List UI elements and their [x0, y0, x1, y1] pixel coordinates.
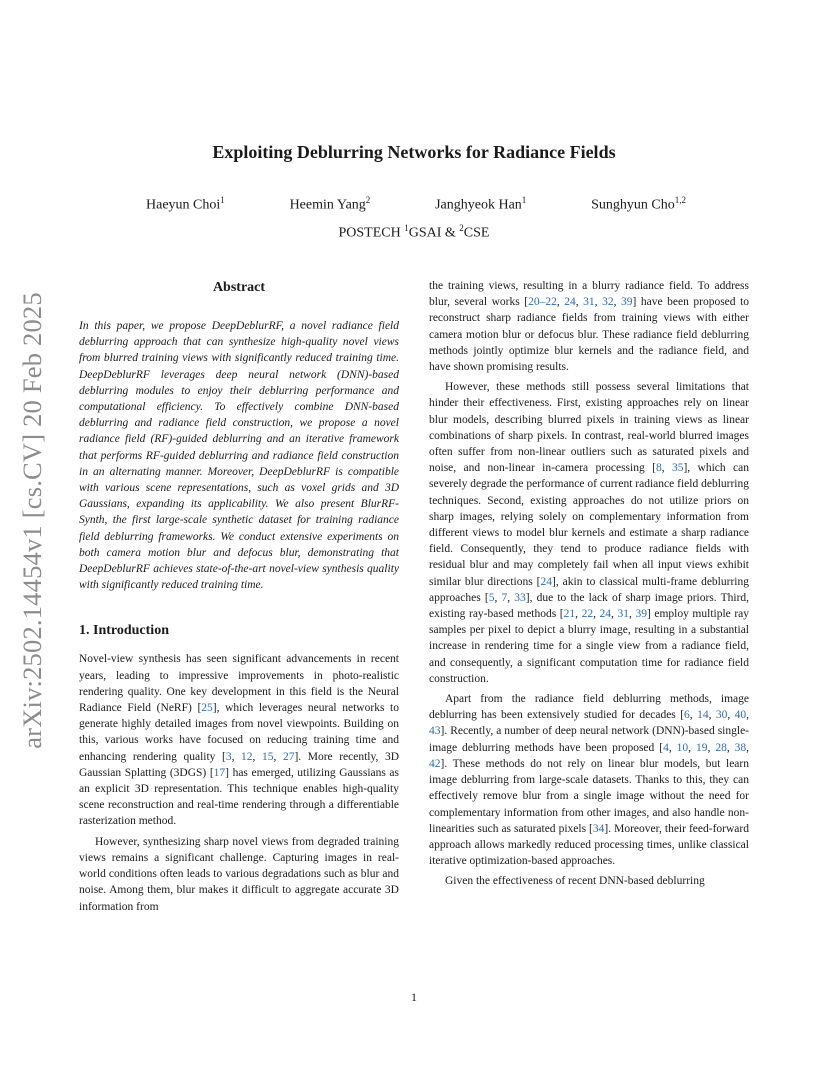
author: Haeyun Choi$^1$ — [146, 195, 225, 213]
citation-link[interactable]: 3 — [225, 750, 232, 763]
citation-link[interactable]: 25 — [201, 702, 213, 715]
citation-link[interactable]: 38 — [734, 741, 747, 754]
body-paragraph: However, these methods still possess several limitations that hinder their effectiveness. First, existing approaches rely on linear blur models, describing blurred pixels in training views as linear combinations of sharp pixels. In contrast, real-world blurred images often suffer from non-linear outliers such as saturated pixels and noise, and non-linear in-camera processing [8, 35], which can severely degrade the performance of current radiance field deblurring techniques. Second, existing approaches do not utilize priors on sharp images, relying solely on complementary information from different views to model blur kernels and estimate a sharp radiance field. Consequently, they tend to produce radiance fields with residual blur and may completely fail when all input views exhibit similar blur directions [24], akin to classical multi-frame deblurring approaches [5, 7, 33], due to the lack of sharp image priors. Third, existing ray-based methods [21, 22, 24, 31, 39] employ multiple ray samples per pixel to depict a blurry image, resulting in a substantial increase in rendering time for a single view from a radiance field, and consequently, a significant computation time for radiance field construction. — [429, 381, 750, 685]
citation-link[interactable]: 6 — [684, 709, 690, 722]
author-list — [146, 195, 686, 214]
citation-link[interactable]: 15 — [261, 750, 274, 763]
citation-link[interactable]: 4 — [663, 741, 669, 754]
citation-link[interactable]: 30 — [715, 709, 728, 722]
abstract-heading: Abstract — [212, 280, 266, 295]
citation-link[interactable]: 28 — [715, 741, 727, 754]
citation-link[interactable]: 22 — [581, 608, 594, 621]
citation-link[interactable]: 17 — [213, 766, 226, 779]
citation-link[interactable]: 43 — [429, 725, 441, 738]
citation-link[interactable]: 7 — [501, 591, 508, 604]
citation-link[interactable]: 10 — [676, 741, 689, 754]
abstract-text: In this paper, we propose DeepDeblurRF, a novel radiance field deblurring approach that can synthesize high-quality novel views from blurred training views with significantly reduced training time. DeepDeblurRF leverages deep neural network (DNN)-based deblurring modules to enjoy their deblurring performance and computational efficiency. To effectively combine DNN-based deblurring and radiance field construction, we propose a novel radiance field (RF)-guided deblurring and an iterative framework that performs RF-guided deblurring and radiance field construction in an alternating manner. Moreover, DeepDeblurRF is compatible with various scene representations, such as voxel grids and 3D Gaussians, expanding its applicability. We also present BlurRF-Synth, the first large-scale synthetic dataset for training radiance field deblurring frameworks. We conduct extensive experiments on both camera motion blur and defocus blur, demonstrating that DeepDeblurRF achieves state-of-the-art novel-view synthesis quality with significantly reduced training time. — [79, 320, 399, 592]
citation-link[interactable]: 42 — [429, 757, 441, 770]
paper-title: Exploiting Deblurring Networks for Radiance Fields — [212, 142, 616, 162]
left-column — [79, 278, 399, 915]
citation-link[interactable]: 20–22 — [528, 296, 557, 309]
body-paragraph: Apart from the radiance field deblurring methods, image deblurring has been extensively studied for decades [6, 14, 30, 40, 43]. Recently, a number of deep neural network (DNN)-based single-image deblurring methods have been proposed [4, 10, 19, 28, 38, 42]. These methods do not rely on linear blur models, but learn image deblurring from large-scale datasets. Thanks to this, they can effectively remove blur from a single image without the need for complementary information from other images, and also handle non-linearities such as saturated pixels [34]. Moreover, their feed-forward approach allows markedly reduced processing times, unlike classical iterative optimization-based approaches. — [429, 693, 750, 868]
citation-link[interactable]: 34 — [592, 822, 605, 835]
arxiv-identifier[interactable]: arXiv:2502.14454v1 [cs.CV] 20 Feb 2025 — [16, 291, 47, 749]
citation-link[interactable]: 24 — [564, 296, 576, 309]
citation-link[interactable]: 19 — [695, 741, 708, 754]
author: Heemin Yang$^2$ — [289, 195, 371, 213]
body-paragraph: However, synthesizing sharp novel views from degraded training views remains a significant challenge. Capturing images in real-world conditions often leads to various degradations such as blur and noise. Among them, blur makes it difficult to aggregate accurate 3D information from — [79, 835, 399, 913]
citation-link[interactable]: 33 — [514, 591, 526, 604]
citation-link[interactable]: 39 — [621, 296, 633, 309]
citation-link[interactable]: 24 — [540, 575, 552, 588]
body-paragraph: Given the effectiveness of recent DNN-based deblurring — [445, 875, 705, 888]
citation-link[interactable]: 39 — [635, 608, 647, 621]
author: Janghyeok Han$^1$ — [435, 195, 527, 213]
author: Sunghyun Cho$^{1,2}$ — [591, 195, 686, 213]
citation-link[interactable]: 14 — [697, 709, 709, 722]
citation-link[interactable]: 35 — [671, 462, 684, 475]
citation-link[interactable]: 12 — [241, 750, 253, 763]
body-paragraph: the training views, resulting in a blurry radiance field. To address blur, several works [20–22, 24, 31, 32, 39] have been proposed to reconstruct sharp radiance fields from training views with either camera motion blur or defocus blur. These radiance field deblurring methods jointly optimize blur kernels and the radiance field, and have shown promising results. — [429, 280, 750, 374]
citation-link[interactable]: 21 — [563, 608, 576, 621]
citation-link[interactable]: 8 — [655, 462, 662, 475]
affiliation: POSTECH $^1$GSAI & $^2$CSE — [338, 223, 490, 241]
arxiv-sidebar — [12, 270, 52, 770]
citation-link[interactable]: 40 — [734, 709, 747, 722]
body-paragraph: Novel-view synthesis has seen significant advancements in recent years, leading to impressive improvements in photo-realistic rendering quality. One key development in this field is the Neural Radiance Field (NeRF) [25], which leverages neural networks to generate highly detailed images from novel viewpoints. Building on this, various works have focused on reducing training time and enhancing rendering quality [3, 12, 15, 27]. More recently, 3D Gaussian Splatting (3DGS) [17] has emerged, utilizing Gaussians as an explicit 3D representation. This technique enables high-quality scene reconstruction and real-time rendering through a differentiable rasterization method. — [79, 653, 400, 828]
right-column — [429, 278, 749, 890]
page-number: 1 — [411, 990, 417, 1004]
section-heading-introduction: 1. Introduction — [79, 623, 169, 639]
citation-link[interactable]: 31 — [617, 608, 629, 621]
citation-link[interactable]: 27 — [282, 750, 295, 763]
citation-link[interactable]: 5 — [488, 591, 495, 604]
citation-link[interactable]: 32 — [602, 296, 614, 309]
citation-link[interactable]: 24 — [599, 608, 612, 621]
citation-link[interactable]: 31 — [583, 296, 595, 309]
